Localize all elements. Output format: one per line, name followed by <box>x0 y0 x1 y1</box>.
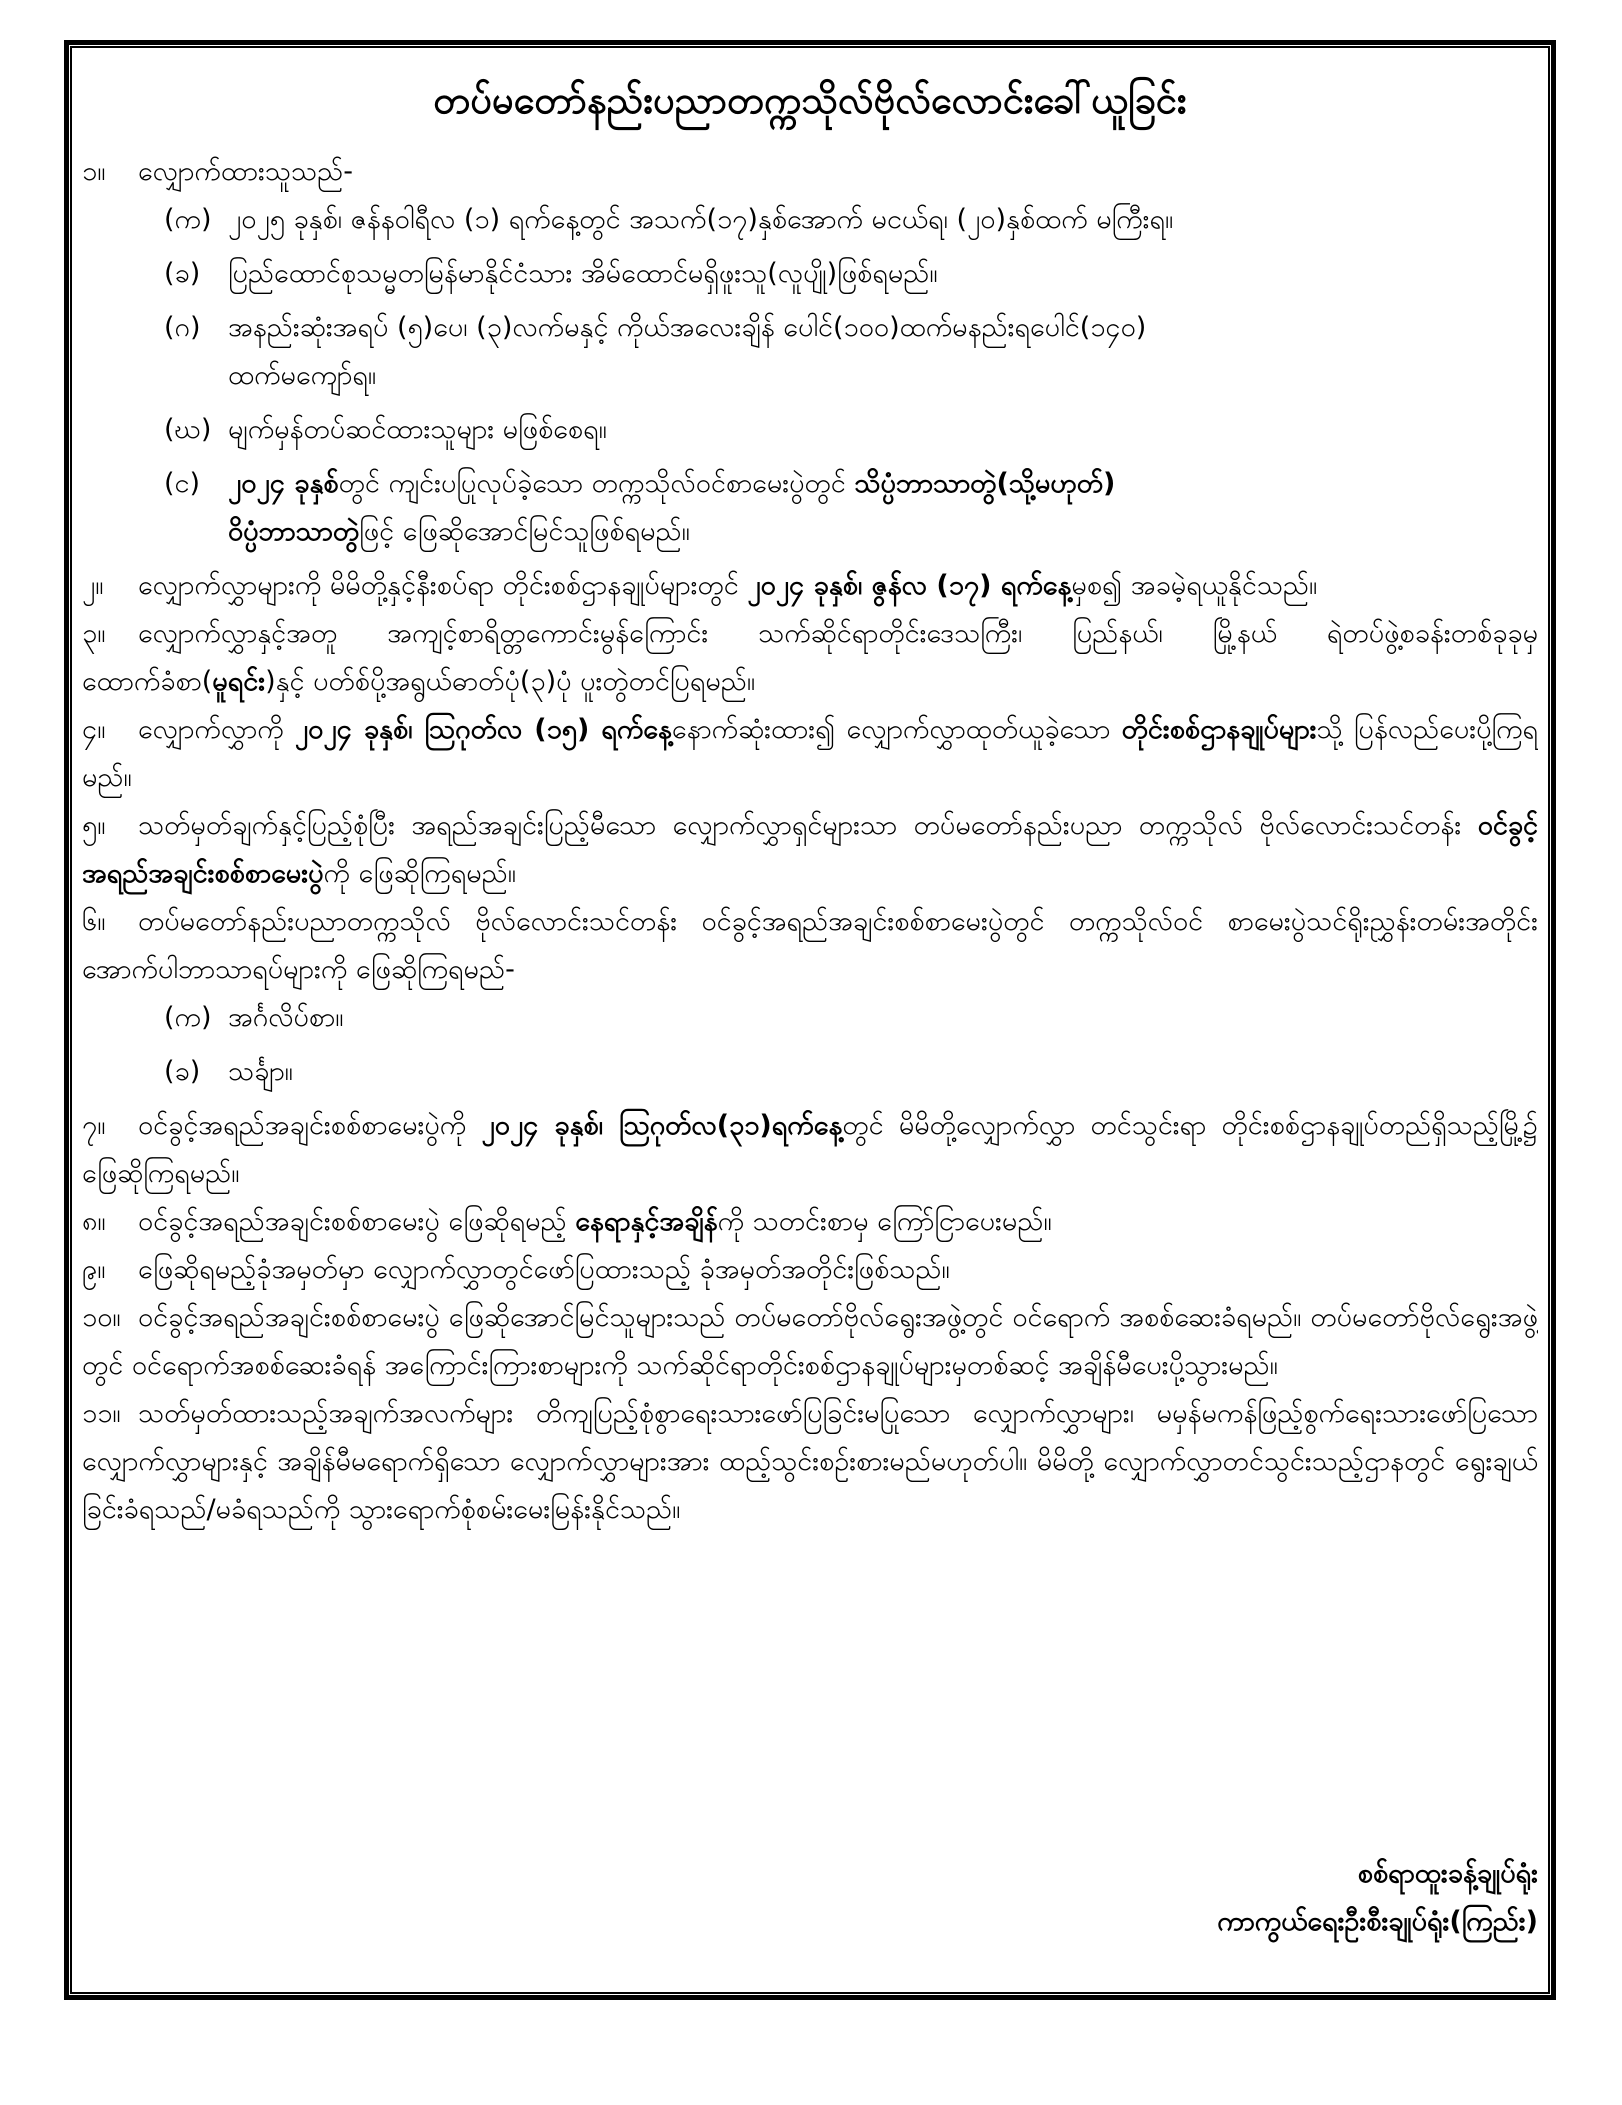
paragraph-text: ကို ဖြေဆိုကြရမည်။ <box>323 858 516 889</box>
item-bold-text: ဝိပ္ပံဘာသာတွဲ <box>228 516 360 547</box>
list-item <box>164 406 1538 454</box>
paragraph-10 <box>82 1294 1538 1390</box>
paragraph-bold-text: ၂၀၂၄ ခုနှစ်၊ ဇွန်လ (၁၇) ရက်နေ့ <box>747 570 1072 601</box>
paragraph-text: သို့ ပြန်လည်ပေးပို့ကြရမည်။ <box>82 714 1538 793</box>
item-label: (ဃ) <box>164 414 212 445</box>
paragraph-6 <box>82 898 1538 994</box>
list-item-continuation: ထက်မကျော်ရ။ <box>228 360 377 391</box>
list-item <box>164 1048 1538 1096</box>
paragraph-11 <box>82 1390 1538 1534</box>
paragraph-text: မှစ၍ အခမဲ့ရယူနိုင်သည်။ <box>1071 570 1318 601</box>
paragraph-number: ၃။ <box>82 618 106 649</box>
paragraph-text: လျှောက်လွှာကို <box>138 714 295 745</box>
paragraph-number: ၆။ <box>82 906 106 937</box>
item-label: (ခ) <box>164 1056 201 1087</box>
paragraph-8 <box>82 1198 1538 1246</box>
list-item <box>164 196 1538 244</box>
paragraph-bold-text: နေရာနှင့်အချိန် <box>575 1206 718 1237</box>
paragraph-text: ဝင်ခွင့်အရည်အချင်းစစ်စာမေးပွဲကို <box>138 1110 482 1141</box>
paragraph-number: ၅။ <box>82 810 106 841</box>
page-title: တပ်မတော်နည်းပညာတက္ကသိုလ်ဗိုလ်လောင်းခေါ်ယူခြင်း <box>433 78 1187 122</box>
list-item <box>164 994 1538 1042</box>
paragraph-number: ၉။ <box>82 1254 106 1285</box>
paragraph-text: ဝင်ခွင့်အရည်အချင်းစစ်စာမေးပွဲ ဖြေဆိုအောင်မြင်သူများသည် တပ်မတော်ဗိုလ်ရွေးအဖွဲ့တွင် ဝင်ရောက် အစစ်ဆေးခံရမည်။ တပ်မတော်ဗိုလ်ရွေးအဖွဲ့တွင် ဝင်ရောက်အစစ်ဆေးခံရန် အကြောင်းကြားစာများကို သက်ဆိုင်ရာတိုင်းစစ်ဌာနချုပ်များမှတစ်ဆင့် အချိန်မီပေးပို့သွားမည်။ <box>82 1302 1538 1381</box>
item-text: အနည်းဆုံးအရပ် (၅)ပေ၊ (၃)လက်မနှင့် ကိုယ်အလေးချိန် ပေါင်(၁၀၀)ထက်မနည်းရပေါင်(၁၄၀) <box>228 312 1147 343</box>
paragraph-9 <box>82 1246 1538 1294</box>
paragraph-text: လျှောက်လွှာနှင့်အတူ အကျင့်စာရိတ္တကောင်းမွန်ကြောင်း သက်ဆိုင်ရာတိုင်းဒေသကြီး၊ ပြည်နယ်၊ မြို့နယ် ရဲတပ်ဖွဲ့စခန်းတစ်ခုခုမှ ထောက်ခံစာ( <box>82 618 1538 697</box>
signature-block <box>1217 1850 1538 1946</box>
paragraph-bold-text: မူရင်း <box>212 666 266 697</box>
paragraph-number: ၄။ <box>82 714 106 745</box>
item-bold-text: ၂၀၂၄ ခုနှစ် <box>228 468 339 499</box>
paragraph-number: ၈။ <box>82 1206 106 1237</box>
item-text: ဖြင့် ဖြေဆိုအောင်မြင်သူဖြစ်ရမည်။ <box>359 516 690 547</box>
paragraph-4 <box>82 706 1538 802</box>
signature-department: ကာကွယ်ရေးဦးစီးချုပ်ရုံး(ကြည်း) <box>1217 1906 1538 1937</box>
item-label: (က) <box>164 1002 212 1033</box>
paragraph-text: )နှင့် ပတ်စ်ပို့အရွယ်ဓာတ်ပုံ(၃)ပုံ ပူးတွဲတင်ပြရမည်။ <box>265 666 756 697</box>
paragraph-text: လျှောက်ထားသူသည်- <box>138 156 353 187</box>
paragraph-bold-text: တိုင်းစစ်ဌာနချုပ်များ <box>1121 714 1317 745</box>
item-text: ပြည်ထောင်စုသမ္မတမြန်မာနိုင်ငံသား အိမ်ထောင်မရှိဖူးသူ(လူပျို)ဖြစ်ရမည်။ <box>228 258 938 289</box>
item-label: (င) <box>164 468 201 499</box>
item-text: တွင် ကျင်းပပြုလုပ်ခဲ့သော တက္ကသိုလ်ဝင်စာမေးပွဲတွင် <box>338 468 855 499</box>
paragraph-number: ၂။ <box>82 570 104 601</box>
list-item-continuation <box>228 508 1538 556</box>
item-label: (ဂ) <box>164 312 201 343</box>
announcement-body <box>82 70 1538 1970</box>
paragraph-bold-text: ၂၀၂၄ ခုနှစ်၊ ဩဂုတ်လ(၃၁)ရက်နေ့ <box>481 1110 843 1141</box>
paragraph-number: ၇။ <box>82 1110 106 1141</box>
paragraph-2 <box>82 562 1538 610</box>
item-text: မျက်မှန်တပ်ဆင်ထားသူများ မဖြစ်စေရ။ <box>228 414 607 445</box>
paragraph-text: တွင် မိမိတို့လျှောက်လွှာ တင်သွင်းရာ တိုင်းစစ်ဌာနချုပ်တည်ရှိသည့်မြို့၌ ဖြေဆိုကြရမည်။ <box>82 1110 1538 1189</box>
item-text: အင်္ဂလိပ်စာ။ <box>228 1002 344 1033</box>
paragraph-text: ကို သတင်းစာမှ ကြော်ငြာပေးမည်။ <box>717 1206 1052 1237</box>
paragraph-text: လျှောက်လွှာများကို မိမိတို့နှင့်နီးစပ်ရာ တိုင်းစစ်ဌာနချုပ်များတွင် <box>138 570 748 601</box>
paragraph-text: ဖြေဆိုရမည့်ခုံအမှတ်မှာ လျှောက်လွှာတွင်ဖော်ပြထားသည့် ခုံအမှတ်အတိုင်းဖြစ်သည်။ <box>138 1254 950 1285</box>
signature-office: စစ်ရာထူးခန့်ချုပ်ရုံး <box>1357 1858 1538 1889</box>
paragraph-number: ၁၀။ <box>82 1302 121 1333</box>
paragraph-text: သတ်မှတ်ထားသည့်အချက်အလက်များ တိကျပြည့်စုံစွာရေးသားဖော်ပြခြင်းမပြုသော လျှောက်လွှာများ၊ မမှန်မကန်ဖြည့်စွက်ရေးသားဖော်ပြသောလျှောက်လွှာများနှင့် အချိန်မီမရောက်ရှိသော လျှောက်လွှာများအား ထည့်သွင်းစဉ်းစားမည်မဟုတ်ပါ။ မိမိတို့ လျှောက်လွှာတင်သွင်းသည့်ဌာနတွင် ရွေးချယ်ခြင်းခံရသည်/မခံရသည်ကို သွားရောက်စုံစမ်းမေးမြန်းနိုင်သည်။ <box>82 1398 1538 1525</box>
paragraph-number: ၁။ <box>82 156 106 187</box>
list-item <box>164 460 1538 508</box>
item-label: (က) <box>164 204 212 235</box>
paragraph-number: ၁၁။ <box>82 1398 121 1429</box>
item-text: သင်္ချာ။ <box>228 1056 293 1087</box>
item-label: (ခ) <box>164 258 201 289</box>
paragraph-text: တပ်မတော်နည်းပညာတက္ကသိုလ် ဗိုလ်လောင်းသင်တန်း ဝင်ခွင့်အရည်အချင်းစစ်စာမေးပွဲတွင် တက္ကသိုလ်ဝင် စာမေးပွဲသင်ရိုးညွှန်းတမ်းအတိုင်း အောက်ပါဘာသာရပ်များကို ဖြေဆိုကြရမည်- <box>82 906 1538 985</box>
paragraph-1 <box>82 148 1538 196</box>
list-item <box>164 304 1538 352</box>
item-text: ၂၀၂၅ ခုနှစ်၊ ဇန်နဝါရီလ (၁) ရက်နေ့တွင် အသက်(၁၇)နှစ်အောက် မငယ်ရ၊ (၂၀)နှစ်ထက် မကြီးရ။ <box>228 204 1174 235</box>
paragraph-3 <box>82 610 1538 706</box>
paragraph-text: သတ်မှတ်ချက်နှင့်ပြည့်စုံပြီး အရည်အချင်းပြည့်မီသော လျှောက်လွှာရှင်များသာ တပ်မတော်နည်းပညာ တက္ကသိုလ် ဗိုလ်လောင်းသင်တန်း <box>138 810 1478 841</box>
paragraph-5 <box>82 802 1538 898</box>
paragraph-text: နောက်ဆုံးထား၍ လျှောက်လွှာထုတ်ယူခဲ့သော <box>671 714 1122 745</box>
paragraph-bold-text: ၂၀၂၄ ခုနှစ်၊ ဩဂုတ်လ (၁၅) ရက်နေ့ <box>294 714 672 745</box>
paragraph-text: ဝင်ခွင့်အရည်အချင်းစစ်စာမေးပွဲ ဖြေဆိုရမည့် <box>138 1206 576 1237</box>
list-item <box>164 250 1538 298</box>
item-bold-text: သိပ္ပံဘာသာတွဲ(သို့မဟုတ်) <box>854 468 1116 499</box>
paragraph-7 <box>82 1102 1538 1198</box>
paragraph-bold-text: ဝင်ခွင့်အရည်အချင်းစစ်စာမေးပွဲ <box>82 810 1538 889</box>
